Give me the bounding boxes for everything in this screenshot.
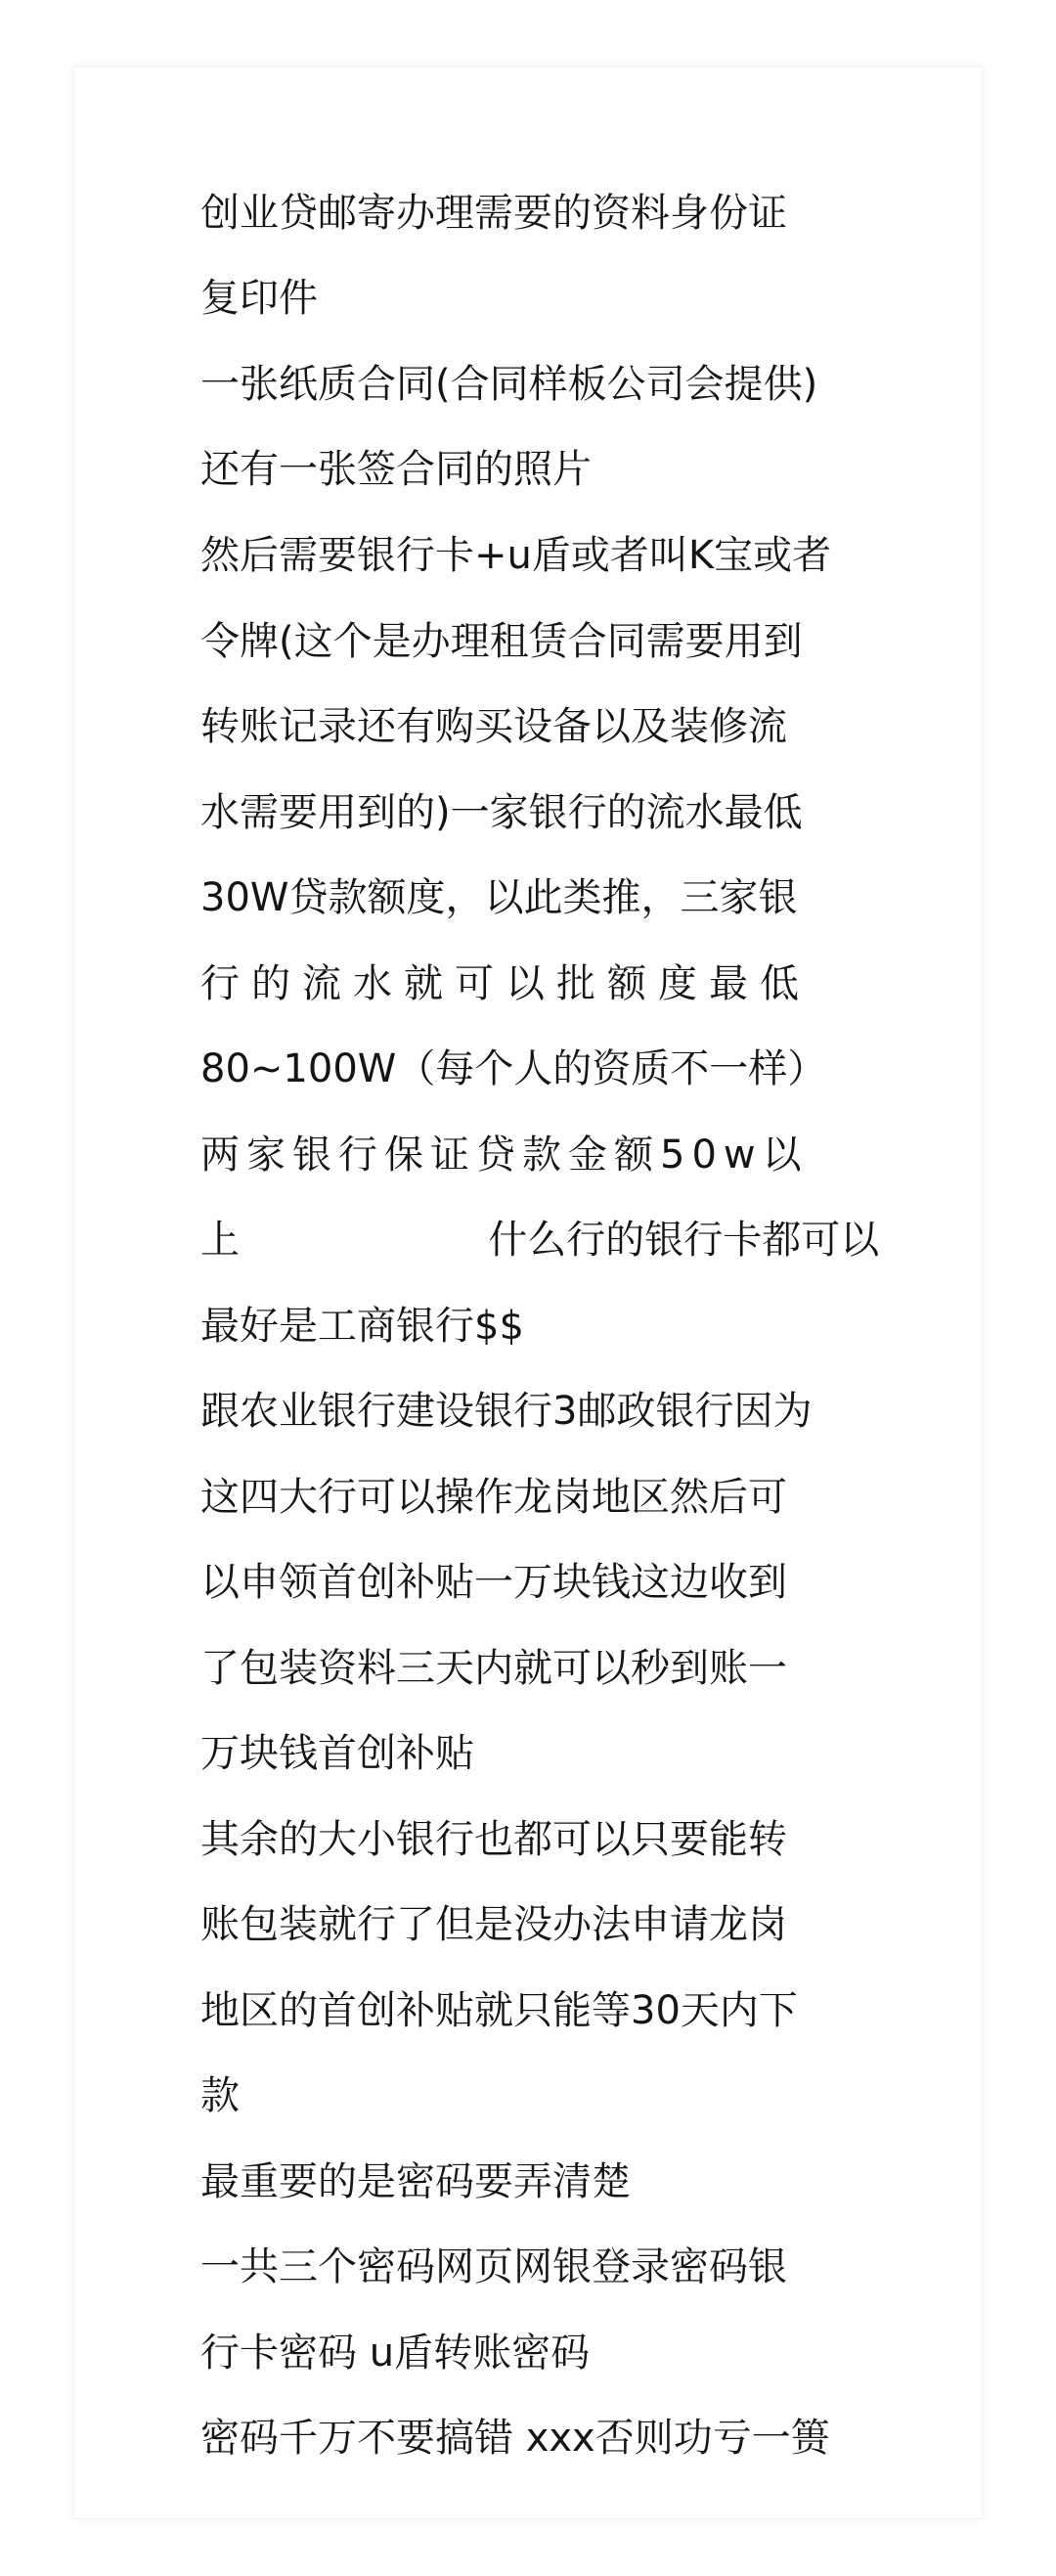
text-line-18: 了包装资料三天内就可以秒到账一 bbox=[200, 1646, 787, 1691]
text-line-4: 还有一张签合同的照片 bbox=[200, 447, 592, 492]
text-line-22: 地区的首创补贴就只能等30天内下 bbox=[200, 1988, 798, 2033]
text-line-12: 两家银行保证贷款金额50w以 bbox=[200, 1133, 809, 1177]
text-line-25: 一共三个密码网页网银登录密码银 bbox=[200, 2244, 787, 2289]
text-line-13: 上 什么行的银行卡都可以 bbox=[200, 1218, 880, 1263]
text-line-2: 复印件 bbox=[200, 276, 318, 321]
text-line-16: 这四大行可以操作龙岗地区然后可 bbox=[200, 1475, 787, 1520]
text-line-20: 其余的大小银行也都可以只要能转 bbox=[200, 1817, 787, 1862]
text-line-8: 水需要用到的)一家银行的流水最低 bbox=[200, 790, 803, 835]
text-line-6: 令牌(这个是办理租赁合同需要用到 bbox=[200, 619, 803, 664]
text-line-27: 密码千万不要搞错 xxx否则功亏一篑 bbox=[200, 2416, 830, 2461]
text-line-15: 跟农业银行建设银行3邮政银行因为 bbox=[200, 1389, 813, 1434]
text-line-1: 创业贷邮寄办理需要的资料身份证 bbox=[200, 191, 787, 236]
text-line-21: 账包装就行了但是没办法申请龙岗 bbox=[200, 1902, 787, 1947]
text-line-19: 万块钱首创补贴 bbox=[200, 1731, 474, 1776]
text-line-10: 行的流水就可以批额度最低 bbox=[200, 961, 811, 1006]
text-line-9: 30W贷款额度，以此类推，三家银 bbox=[200, 875, 798, 920]
text-line-17: 以申领首创补贴一万块钱这边收到 bbox=[200, 1560, 787, 1605]
text-line-11: 80~100W（每个人的资质不一样） bbox=[200, 1046, 827, 1091]
text-line-23: 款 bbox=[200, 2073, 240, 2118]
text-line-7: 转账记录还有购买设备以及装修流 bbox=[200, 704, 787, 749]
text-line-3: 一张纸质合同(合同样板公司会提供) bbox=[200, 362, 818, 407]
text-line-5: 然后需要银行卡+u盾或者叫K宝或者 bbox=[200, 533, 832, 578]
text-line-24: 最重要的是密码要弄清楚 bbox=[200, 2159, 631, 2204]
text-line-14: 最好是工商银行$$ bbox=[200, 1304, 524, 1349]
document-card bbox=[73, 67, 983, 2519]
text-line-26: 行卡密码 u盾转账密码 bbox=[200, 2331, 591, 2376]
